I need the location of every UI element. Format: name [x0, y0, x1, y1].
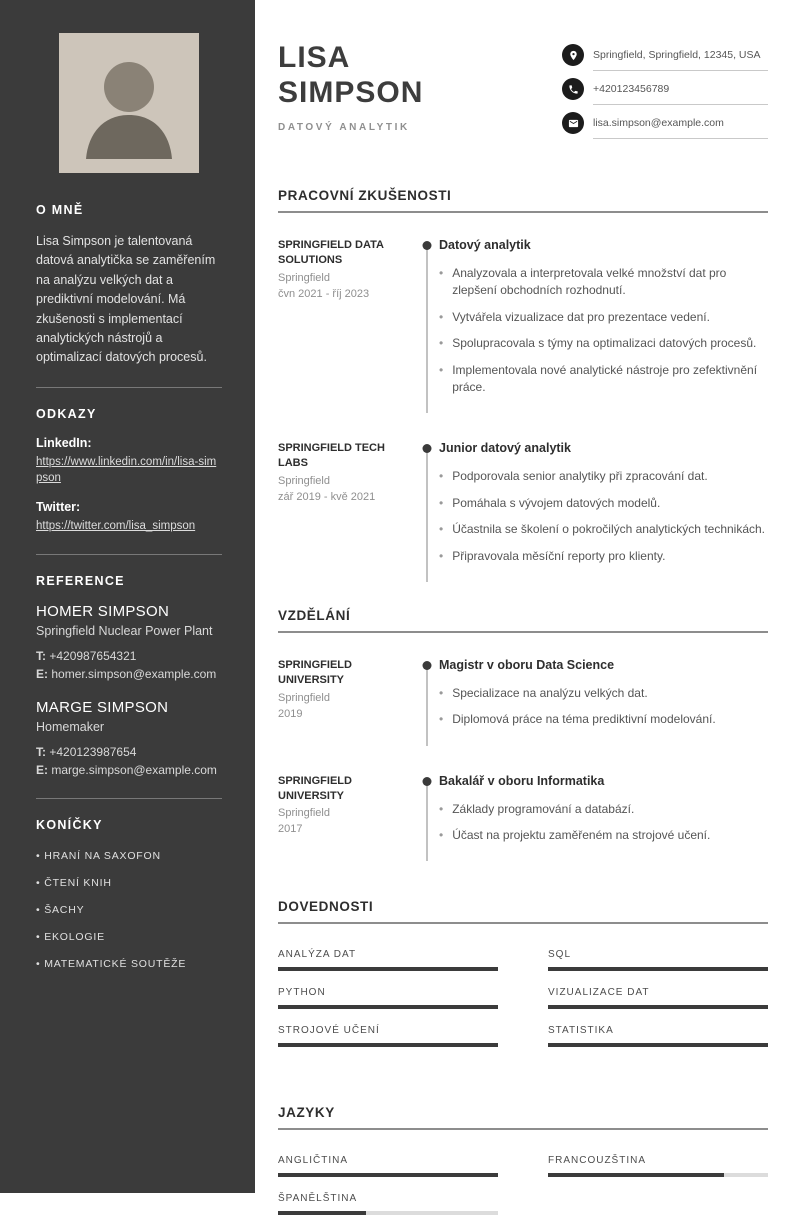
bullet-item: • Spolupracovala s týmy na optimalizaci datových procesů.: [439, 335, 768, 352]
company-name: SPRINGFIELD TECH LABS: [278, 442, 385, 470]
name-block: [278, 40, 423, 146]
phone-icon: [562, 78, 584, 100]
skill-item: [278, 949, 498, 971]
email-value: marge.simpson@example.com: [51, 762, 217, 777]
timeline: [415, 774, 439, 854]
linkedin-link[interactable]: https://www.linkedin.com/in/lisa-simpson: [36, 455, 217, 485]
reference-role: Springfield Nuclear Power Plant: [36, 623, 213, 638]
experience-heading: PRACOVNÍ ZKUŠENOSTI: [278, 188, 768, 213]
email-label: E:: [36, 762, 48, 777]
reference-name: HOMER SIMPSON: [36, 602, 170, 620]
school-name: SPRINGFIELD UNIVERSITY: [278, 658, 352, 686]
bullet-list: [439, 801, 768, 845]
link-item-twitter: [36, 500, 222, 535]
hobby-item: • ČTENÍ KNIH: [36, 877, 222, 889]
hobby-item: • MATEMATICKÉ SOUTĚŽE: [36, 958, 222, 970]
sidebar-divider: [36, 387, 222, 388]
phone-label: T:: [36, 744, 46, 759]
skill-bar-fill: [548, 1005, 768, 1009]
degree-title: Magistr v oboru Data Science: [439, 657, 615, 672]
experience-meta: [278, 238, 415, 405]
school-location: Springfield: [278, 807, 330, 820]
date-range: zář 2019 - kvě 2021: [278, 490, 376, 503]
bullet-item: • Specializace na analýzu velkých dat.: [439, 685, 768, 702]
skill-item: [548, 987, 768, 1009]
education-heading: VZDĚLÁNÍ: [278, 608, 768, 633]
education-entry: [278, 774, 768, 854]
skill-bar-fill: [548, 1043, 768, 1047]
skill-label: STROJOVÉ UČENÍ: [278, 1025, 380, 1037]
skill-label: VIZUALIZACE DAT: [548, 987, 650, 999]
link-label: LinkedIn:: [36, 435, 92, 450]
timeline: [415, 441, 439, 574]
school-location: Springfield: [278, 691, 330, 704]
reference-item: [36, 603, 222, 683]
bullet-item: • Základy programování a databází.: [439, 801, 768, 818]
language-bar-track: [278, 1211, 498, 1215]
bullet-item: • Diplomová práce na téma prediktivní modelování.: [439, 711, 768, 728]
language-bar-fill: [278, 1211, 366, 1215]
skill-item: [548, 949, 768, 971]
date-range: 2017: [278, 823, 303, 836]
reference-name: MARGE SIMPSON: [36, 698, 169, 716]
company-location: Springfield: [278, 475, 330, 488]
skill-bar-fill: [278, 1043, 498, 1047]
phone-value: +420123987654: [49, 744, 137, 759]
experience-detail: [439, 238, 768, 405]
avatar: [59, 33, 199, 173]
header: [278, 40, 768, 146]
experience-detail: [439, 441, 768, 574]
skill-bar-track: [548, 1043, 768, 1047]
experience-entry: [278, 238, 768, 405]
links-heading: ODKAZY: [36, 406, 97, 421]
about-heading: O MNĚ: [36, 203, 84, 217]
skill-item: [548, 1025, 768, 1047]
sidebar: [0, 0, 255, 1193]
language-label: ANGLIČTINA: [278, 1155, 349, 1167]
skill-label: STATISTIKA: [548, 1025, 614, 1037]
education-meta: [278, 774, 415, 854]
bullet-item: • Implementovala nové analytické nástroje pro zefektivnění práce.: [439, 362, 768, 397]
experience-section: [278, 188, 768, 574]
contact-phone: +420123456789: [593, 78, 768, 105]
bullet-item: • Podporovala senior analytiky při zpracování dat.: [439, 468, 768, 485]
reference-role: Homemaker: [36, 719, 105, 734]
skill-item: [278, 987, 498, 1009]
languages-grid: [278, 1155, 768, 1215]
hobby-item: • EKOLOGIE: [36, 931, 222, 943]
company-location: Springfield: [278, 271, 330, 284]
email-icon: [562, 112, 584, 134]
reference-phone: [36, 647, 222, 665]
language-label: ŠPANĚLŠTINA: [278, 1193, 358, 1205]
bullet-item: • Vytvářela vizualizace dat pro prezentace vedení.: [439, 309, 768, 326]
experience-entry: [278, 441, 768, 574]
bullet-list: [439, 685, 768, 729]
timeline: [415, 238, 439, 405]
language-bar-fill: [278, 1173, 498, 1177]
reference-email: [36, 761, 222, 779]
references-heading: REFERENCE: [36, 573, 125, 588]
experience-meta: [278, 441, 415, 574]
language-item: [278, 1155, 498, 1177]
skill-item: [278, 1025, 498, 1047]
education-detail: [439, 774, 768, 854]
bullet-item: • Analyzovala a interpretovala velké množství dat pro zlepšení obchodních rozhodnutí.: [439, 265, 768, 300]
contact-block: [562, 44, 768, 146]
contact-email: lisa.simpson@example.com: [593, 112, 768, 139]
sidebar-divider: [36, 798, 222, 799]
languages-section: [278, 1105, 768, 1215]
twitter-link[interactable]: https://twitter.com/lisa_simpson: [36, 519, 196, 532]
hobby-item: • ŠACHY: [36, 904, 222, 916]
email-value: homer.simpson@example.com: [51, 666, 217, 681]
skills-heading: DOVEDNOSTI: [278, 899, 768, 924]
skill-label: ANALÝZA DAT: [278, 949, 357, 961]
hobby-item: • HRANÍ NA SAXOFON: [36, 850, 222, 862]
skill-bar-fill: [278, 1005, 498, 1009]
bullet-item: • Účastnila se školení o pokročilých analytických technikách.: [439, 521, 768, 538]
role-title: Datový analytik: [439, 238, 531, 252]
date-range: čvn 2021 - říj 2023: [278, 287, 370, 300]
avatar-photo-placeholder: [59, 33, 199, 173]
date-range: 2019: [278, 707, 303, 720]
timeline: [415, 658, 439, 738]
skill-bar-track: [548, 967, 768, 971]
bullet-item: • Účast na projektu zaměřeném na strojové učení.: [439, 827, 768, 844]
degree-title: Bakalář v oboru Informatika: [439, 773, 605, 788]
reference-email: [36, 665, 222, 683]
reference-phone: [36, 743, 222, 761]
phone-label: T:: [36, 648, 46, 663]
education-entry: [278, 658, 768, 738]
job-title: DATOVÝ ANALYTIK: [278, 121, 410, 133]
bullet-list: [439, 468, 768, 565]
sidebar-divider: [36, 554, 222, 555]
languages-heading: JAZYKY: [278, 1105, 768, 1130]
company-name: SPRINGFIELD DATA SOLUTIONS: [278, 239, 384, 266]
contact-row-email: [562, 112, 768, 139]
about-text: Lisa Simpson je talentovaná datová analytička se zaměřením na analýzu velkých dat a prediktivní modelování. Má zkušenosti s implementací analytických nástrojů a optimalizací datových procesů.: [36, 234, 216, 365]
hobbies-heading: KONÍČKY: [36, 817, 103, 832]
skills-section: [278, 899, 768, 1047]
skill-bar-fill: [548, 967, 768, 971]
last-name: SIMPSON: [278, 76, 424, 110]
bullet-item: • Připravovala měsíční reporty pro klienty.: [439, 548, 768, 565]
bullet-item: • Pomáhala s vývojem datových modelů.: [439, 495, 768, 512]
page-title: [278, 40, 423, 111]
phone-value: +420987654321: [49, 648, 137, 663]
skill-bar-track: [548, 1005, 768, 1009]
hobby-list: [36, 850, 222, 970]
education-detail: [439, 658, 768, 738]
link-label: Twitter:: [36, 499, 81, 514]
contact-location: Springfield, Springfield, 12345, USA: [593, 44, 768, 71]
language-label: FRANCOUZŠTINA: [548, 1155, 646, 1167]
language-bar-track: [278, 1173, 498, 1177]
language-item: [278, 1193, 498, 1215]
language-bar-track: [548, 1173, 768, 1177]
language-bar-fill: [548, 1173, 724, 1177]
first-name: LISA: [278, 41, 351, 74]
education-meta: [278, 658, 415, 738]
skill-label: PYTHON: [278, 987, 326, 999]
main-content: [255, 0, 794, 1205]
reference-item: [36, 699, 222, 779]
bullet-list: [439, 265, 768, 396]
skill-bar-fill: [278, 967, 498, 971]
email-label: E:: [36, 666, 48, 681]
skill-bar-track: [278, 1005, 498, 1009]
skill-bar-track: [278, 967, 498, 971]
role-title: Junior datový analytik: [439, 441, 571, 456]
skill-label: SQL: [548, 949, 572, 961]
school-name: SPRINGFIELD UNIVERSITY: [278, 774, 352, 802]
language-item: [548, 1155, 768, 1177]
education-section: [278, 608, 768, 854]
contact-row-location: [562, 44, 768, 71]
contact-row-phone: [562, 78, 768, 105]
link-item-linkedin: [36, 436, 222, 487]
skill-bar-track: [278, 1043, 498, 1047]
location-icon: [562, 44, 584, 66]
skills-grid: [278, 949, 768, 1047]
